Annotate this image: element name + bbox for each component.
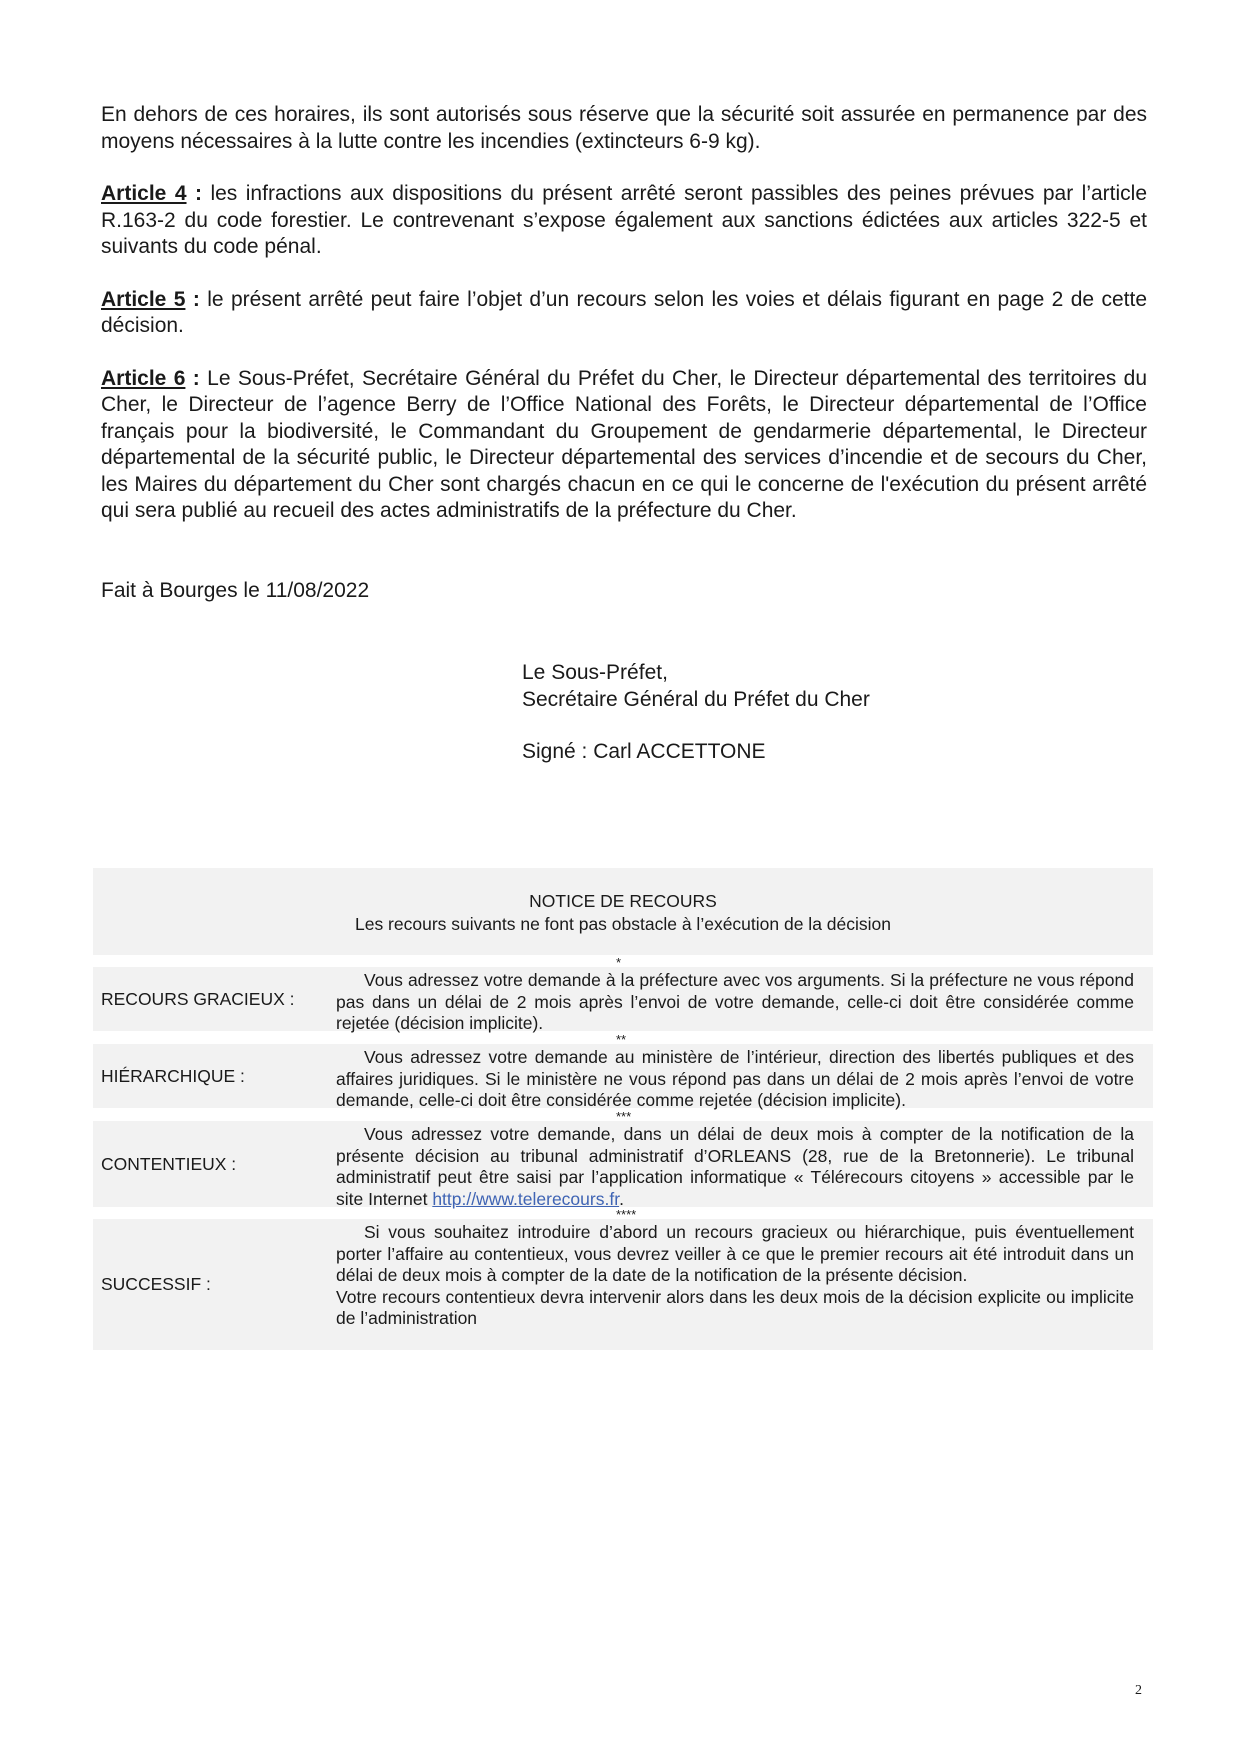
article-6-text: Le Sous-Préfet, Secrétaire Général du Préfet du Cher, le Directeur départemental des territoires du Cher, le Directeur de l’agence Berry de l’Office National des Forêts, le Directeur départemental de l’Office français pour la biodiversité, le Commandant du Groupement de gendarmerie départemental, le Directeur départemental de la sécurité public, le Directeur départemental des services d’incendie et de secours du Cher, les Maires du département du Cher sont chargés chacun en ce qui le concerne de l'exécution du présent arrêté qui sera publié au recueil des actes administratifs de la préfecture du Cher.	[101, 366, 1148, 522]
date-line: Fait à Bourges le 11/08/2022	[101, 579, 370, 602]
article-4-label: Article 4	[101, 182, 187, 205]
article-5	[101, 287, 1147, 340]
article-4-text: les infractions aux dispositions du présent arrêté seront passibles des peines prévues par l’article R.163-2 du code forestier. Le contrevenant s’expose également aux sanctions édictées aux articles 322-5 et suivants du code pénal.	[101, 182, 1148, 258]
row-text: Vous adressez votre demande, dans un délai de deux mois à compter de la notification de la présente décision au tribunal administratif d’ORLEANS (28, rue de la Bretonnerie). Le tribunal administratif peut être saisi par l’application informatique « Télérecours citoyens » accessible par le site Internet http://www.telerecours.fr.	[336, 1124, 1134, 1209]
article-5-label: Article 5	[101, 287, 186, 311]
notice-row-hierarchique	[93, 1032, 1153, 1110]
article-6-label: Article 6	[101, 366, 186, 390]
signature-block	[522, 659, 870, 765]
signature-role: Secrétaire Général du Préfet du Cher	[522, 688, 870, 711]
footnote-stars: ***	[616, 1109, 632, 1124]
appeal-notice	[93, 868, 1153, 1350]
article-5-colon: :	[185, 287, 200, 311]
notice-row-gracieux	[93, 955, 1153, 1033]
notice-subtitle: Les recours suivants ne font pas obstacle à l’exécution de la décision	[354, 914, 891, 934]
row-text: Vous adressez votre demande à la préfecture avec vos arguments. Si la préfecture ne vous répond pas dans un délai de 2 mois après l’envoi de votre demande, celle-ci doit être considérée comme rejetée (décision implicite).	[336, 970, 1134, 1033]
signature-title: Le Sous-Préfet,	[522, 661, 668, 684]
footnote-stars: **	[616, 1032, 627, 1047]
notice-row-contentieux	[93, 1109, 1153, 1209]
row-text: Si vous souhaitez introduire d’abord un recours gracieux ou hiérarchique, puis éventuellement porter l’affaire au contentieux, vous devrez veiller à ce que le premier recours ait été introduit dans un délai de deux mois à compter de la date de la notification de la présente décision. Votre recours contentieux devra intervenir alors dans les deux mois de la décision explicite ou implicite de l’administration	[336, 1222, 1134, 1328]
notice-title: NOTICE DE RECOURS	[529, 891, 717, 911]
row-text: Vous adressez votre demande au ministère de l’intérieur, direction des libertés publiques et des affaires juridiques. Si le ministère ne vous répond pas dans un délai de 2 mois après l’envoi de votre demande, celle-ci doit être considérée comme rejetée (décision implicite).	[336, 1047, 1134, 1110]
row-label: SUCCESSIF :	[101, 1274, 211, 1294]
row-label: CONTENTIEUX :	[101, 1153, 237, 1174]
article-4-colon: :	[186, 182, 202, 205]
notice-header	[93, 868, 1153, 955]
document-body	[101, 102, 1147, 551]
article-6	[101, 366, 1147, 525]
row-label: RECOURS GRACIEUX :	[101, 988, 295, 1009]
article-5-text: le présent arrêté peut faire l’objet d’un recours selon les voies et délais figurant en page 2 de cette décision.	[101, 287, 1148, 337]
row-label: HIÉRARCHIQUE :	[101, 1065, 245, 1086]
telerecours-link[interactable]: http://www.telerecours.fr	[432, 1188, 620, 1209]
signature-signed: Signé : Carl ACCETTONE	[522, 740, 766, 763]
notice-row-successif	[93, 1207, 1153, 1350]
footnote-stars: *	[616, 955, 622, 970]
paragraph-hours: En dehors de ces horaires, ils sont autorisés sous réserve que la sécurité soit assurée en permanence par des moyens nécessaires à la lutte contre les incendies (extincteurs 6-9 kg).	[101, 103, 1147, 153]
footnote-stars: ****	[616, 1207, 637, 1222]
article-6-colon: :	[185, 366, 200, 390]
article-4	[101, 181, 1147, 261]
page-number: 2	[1135, 1683, 1142, 1698]
